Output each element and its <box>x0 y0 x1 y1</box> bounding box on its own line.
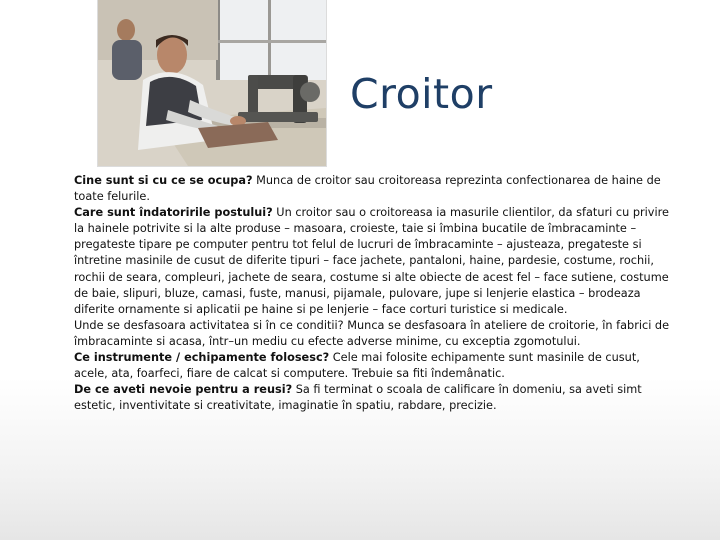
answer-requirements: Sa fi terminat o scoala de calificare în domeniu, sa aveti simt estetic, inventivitate si creativitate, imaginatie în spatiu, rabdare, precizie. <box>74 383 642 413</box>
tailor-sewing-machine-photo-icon <box>98 0 326 166</box>
tailor-photo <box>98 0 326 166</box>
paragraph-requirements <box>74 382 670 414</box>
answer-workplace: Unde se desfasoara activitatea si în ce conditii? Munca se desfasoara în ateliere de croitorie, în fabrici de îmbracaminte si acasa, într–un mediu cu efecte adverse minime, cu exceptia zgomotului. <box>74 318 670 348</box>
answer-who: Munca de croitor sau croitoreasa reprezinta confectionarea de haine de toate felurile. <box>74 174 661 204</box>
question-duties: Care sunt îndatoririle postului? <box>74 206 273 220</box>
answer-tools: Cele mai folosite echipamente sunt masinile de cusut, acele, ata, foarfeci, fiare de calcat si computere. Trebuie sa fiti îndemânatic. <box>74 351 640 381</box>
paragraph-workplace <box>74 318 670 350</box>
question-tools: Ce instrumente / echipamente folosesc? <box>74 351 330 365</box>
question-who: Cine sunt si cu ce se ocupa? <box>74 174 253 187</box>
slide-title: Croitor <box>350 70 493 118</box>
paragraph-duties <box>74 205 670 318</box>
job-description <box>74 173 670 414</box>
paragraph-who <box>74 173 670 205</box>
answer-duties: Un croitor sau o croitoreasa ia masurile clientilor, da sfaturi cu privire la hainele potrivite si la alte produse – masoara, croieste, taie si îmbina bucatile de îmbracaminte – pregateste tipare pe computer pentru tot felul de lucruri de îmbracaminte – ajusteaza, pregateste si întretine masinile de cusut de diferite tipuri – face jachete, pantaloni, haine, pardesie, costume, rochii, rochii de seara, compleuri, jachete de seara, costume si alte obiecte de acest fel – face sutiene, costume de baie, slipuri, bluze, camasi, fuste, manusi, pijamale, pulovare, jupe si lenjerie elastica – brodeaza diferite ornamente si aplicatii pe haine si pe lenjerie – face corturi turistice si medicale. <box>74 206 669 316</box>
question-requirements: De ce aveti nevoie pentru a reusi? <box>74 383 293 397</box>
paragraph-tools <box>74 350 670 382</box>
